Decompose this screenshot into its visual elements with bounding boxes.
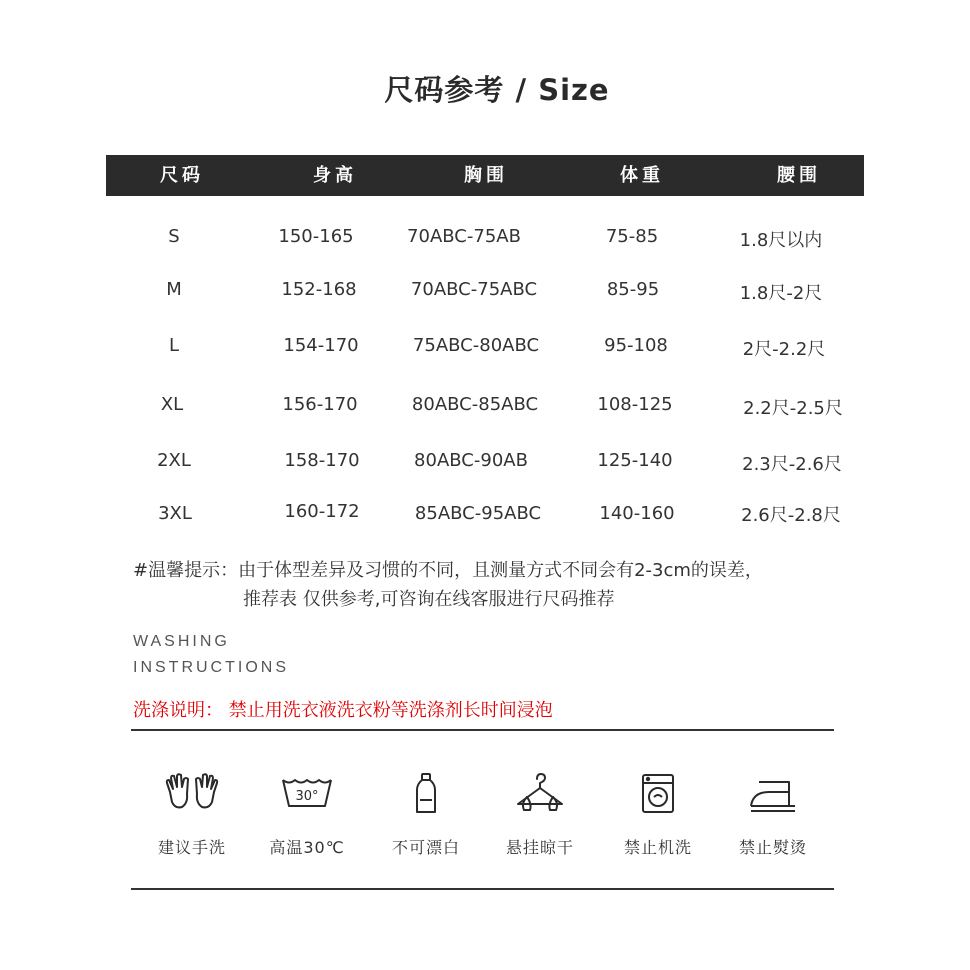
table-cell: 70ABC-75AB [407,226,521,247]
table-cell: 125-140 [597,450,673,471]
page-title: 尺码参考 / Size [384,73,610,107]
table-cell: 80ABC-90AB [414,450,528,471]
iron-icon [743,770,803,818]
hand-wash-icon [162,770,222,818]
divider-top [131,729,834,731]
bleach-bottle-icon [396,770,456,818]
washing-heading-line2: INSTRUCTIONS [133,659,289,676]
table-cell: 2.6尺-2.8尺 [741,505,841,526]
table-cell: 140-160 [599,503,675,524]
table-cell: 75ABC-80ABC [412,335,540,356]
table-cell: 80ABC-85ABC [411,394,539,415]
hanger-icon [510,770,570,818]
table-cell: S [168,226,180,247]
header-height: 身高 [313,165,357,186]
table-cell: 2.2尺-2.5尺 [743,398,843,419]
no-bleach-label: 不可漂白 [391,838,461,857]
table-cell: 158-170 [284,450,360,471]
no-machine-wash-label: 禁止机洗 [623,838,693,857]
table-cell: 1.8尺-2尺 [739,283,823,304]
table-cell: 2XL [157,450,191,471]
table-cell: XL [160,394,184,415]
header-waist: 腰围 [777,165,821,186]
table-cell: 160-172 [284,501,360,522]
hand-wash-label: 建议手洗 [157,838,227,857]
table-cell: 156-170 [282,394,358,415]
table-cell: L [168,335,180,356]
size-tip-line1: #温馨提示：由于体型差异及习惯的不同，且测量方式不同会有2-3cm的误差， [133,560,763,581]
table-cell: 2尺-2.2尺 [742,339,826,360]
table-cell: 2.3尺-2.6尺 [742,454,842,475]
size-table-header [106,155,864,196]
header-size: 尺码 [160,165,204,186]
no-iron-label: 禁止熨烫 [738,838,808,857]
table-cell: 3XL [158,503,192,524]
washing-heading-line1: WASHING [133,633,230,650]
wash-30-badge: 30° [295,789,319,804]
table-cell: 75-85 [605,226,659,247]
divider-bottom [131,888,834,890]
washing-note: 洗涤说明： 禁止用洗衣液洗衣粉等洗涤剂长时间浸泡 [133,700,553,721]
header-bust: 胸围 [464,165,508,186]
washing-machine-icon [628,770,688,818]
table-cell: 150-165 [278,226,354,247]
wash-30-icon [277,770,337,818]
table-cell: 70ABC-75ABC [410,279,538,300]
table-cell: 152-168 [281,279,357,300]
table-cell: 85ABC-95ABC [414,503,542,524]
table-cell: 108-125 [597,394,673,415]
table-cell: 85-95 [606,279,660,300]
wash-30-label: 高温30℃ [269,838,345,857]
table-cell: 95-108 [604,335,668,356]
header-weight: 体重 [620,165,664,186]
table-cell: M [166,279,182,300]
table-cell: 154-170 [283,335,359,356]
hang-dry-label: 悬挂晾干 [505,838,575,857]
size-tip-line2: 推荐表 仅供参考,可咨询在线客服进行尺码推荐 [243,589,615,610]
table-cell: 1.8尺以内 [739,230,823,251]
